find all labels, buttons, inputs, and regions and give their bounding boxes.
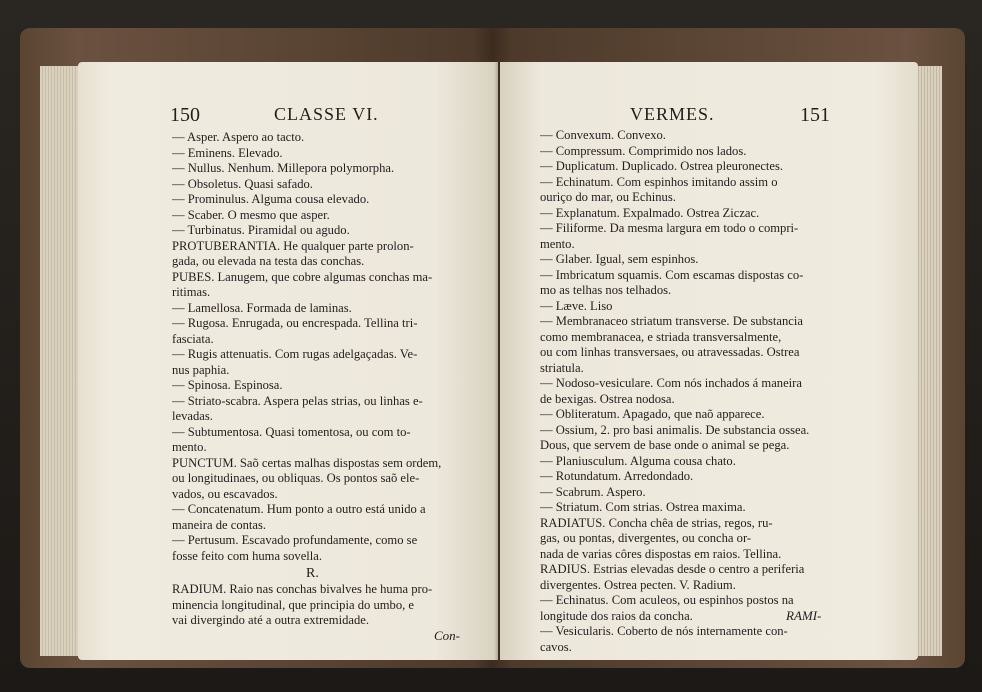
text-line: RADIATUS. Concha chêa de strias, regos, ru- — [540, 515, 773, 530]
section-letter: R. — [306, 566, 319, 581]
text-line: — Lamellosa. Formada de laminas. — [172, 300, 352, 315]
text-line: — Imbricatum squamis. Com escamas dispostas co- — [540, 267, 804, 282]
text-line: ritimas. — [172, 285, 211, 299]
text-line: PUNCTUM. Saõ certas malhas dispostas sem ordem, — [172, 455, 442, 470]
right-page-edges — [916, 66, 942, 656]
text-line: PROTUBERANTIA. He qualquer parte prolon- — [172, 238, 414, 253]
right-text-block — [540, 128, 809, 655]
text-line: — Vesicularis. Coberto de nós internamente con- — [540, 624, 788, 638]
text-line: ou com linhas transversaes, ou atravessadas. Ostrea — [540, 345, 800, 359]
text-line: vai divergindo até a outra extremidade. — [172, 613, 369, 627]
text-line: PUBES. Lanugem, que cobre algumas conchas ma- — [172, 269, 433, 284]
text-line: fasciata. — [172, 331, 214, 346]
text-line: fosse feito com huma sovella. — [172, 548, 323, 563]
text-line: — Membranaceo striatum transverse. De substancia — [540, 314, 803, 328]
text-line: striatula. — [540, 360, 584, 375]
left-text-block-after — [172, 582, 432, 629]
text-line: — Striatum. Com strias. Ostrea maxima. — [540, 500, 746, 514]
text-line: longitude dos raios da concha. — [540, 608, 693, 623]
text-line: — Subtumentosa. Quasi tomentosa, ou com to- — [172, 424, 411, 439]
text-line: — Ossium, 2. pro basi animalis. De substancia ossea. — [540, 422, 810, 437]
text-line: gas, ou pontas, divergentes, ou concha or- — [540, 531, 752, 545]
text-line: ou longitudinaes, ou obliquas. Os pontos saõ ele- — [172, 471, 420, 485]
left-page — [78, 62, 498, 660]
text-line: RADIUS. Estrias elevadas desde o centro a periferia — [540, 562, 805, 576]
text-line: mento. — [540, 236, 575, 251]
text-line: — Scabrum. Aspero. — [540, 484, 646, 499]
text-line: divergentes. Ostrea pecten. V. Radium. — [540, 577, 736, 592]
text-line: — Duplicatum. Duplicado. Ostrea pleuronectes. — [540, 159, 784, 173]
text-line: — Obsoletus. Quasi safado. — [172, 176, 313, 191]
text-line: — Rotundatum. Arredondado. — [540, 469, 694, 483]
text-line: RADIUM. Raio nas conchas bivalves he huma pro- — [172, 582, 433, 596]
text-line: — Echinatum. Com espinhos imitando assim o — [540, 174, 778, 189]
text-line: Dous, que servem de base onde o animal se pega. — [540, 438, 790, 452]
text-line: — Concatenatum. Hum ponto a outro está unido a — [172, 502, 426, 516]
text-line: — Scaber. O mesmo que asper. — [172, 207, 330, 222]
text-line: nus paphia. — [172, 362, 230, 377]
text-line: — Turbinatus. Piramidal ou agudo. — [172, 223, 350, 237]
text-line: vados, ou escavados. — [172, 486, 278, 501]
text-line: — Nullus. Nenhum. Millepora polymorpha. — [172, 161, 395, 175]
text-line: — Obliteratum. Apagado, que naõ apparece. — [540, 407, 765, 421]
text-line: mo as telhas nos telhados. — [540, 283, 672, 297]
text-line: nada de varias côres dispostas em raios. Tellina. — [540, 546, 782, 561]
text-line: maneira de contas. — [172, 517, 267, 532]
text-line: levadas. — [172, 409, 213, 423]
text-line: — Pertusum. Escavado profundamente, como se — [172, 533, 418, 547]
text-line: cavos. — [540, 639, 572, 654]
text-line: — Echinatus. Com aculeos, ou espinhos postos na — [540, 593, 794, 607]
text-line: — Glaber. Igual, sem espinhos. — [540, 252, 699, 266]
text-line: de bexigas. Ostrea nodosa. — [540, 391, 675, 406]
text-line: gada, ou elevada na testa das conchas. — [172, 254, 365, 268]
page-number: 151 — [800, 104, 830, 126]
text-line: — Nodoso-vesiculare. Com nós inchados á maneira — [540, 376, 802, 390]
running-head: VERMES. — [630, 104, 715, 124]
text-line: ouriço do mar, ou Echinus. — [540, 190, 676, 204]
text-line: — Convexum. Convexo. — [540, 128, 666, 142]
text-line: — Læve. Liso — [540, 298, 613, 313]
catchword: Con- — [434, 628, 460, 643]
text-line: como membranacea, e striada transversalmente, — [540, 329, 782, 344]
left-page-edges — [40, 66, 80, 656]
text-line: minencia longitudinal, que principia do umbo, e — [172, 597, 415, 612]
text-line: mento. — [172, 440, 207, 454]
catchword: RAMI- — [786, 608, 822, 623]
text-line: — Rugosa. Enrugada, ou encrespada. Tellina tri- — [172, 316, 418, 330]
text-line: — Compressum. Comprimido nos lados. — [540, 143, 747, 158]
text-line: — Rugis attenuatis. Com rugas adelgaçadas. Ve- — [172, 347, 418, 361]
text-line: — Planiusculum. Alguma cousa chato. — [540, 453, 736, 468]
text-line: — Eminens. Elevado. — [172, 145, 283, 160]
text-line: — Filiforme. Da mesma largura em todo o compri- — [540, 221, 799, 235]
running-head: CLASSE VI. — [274, 104, 379, 124]
text-line: — Asper. Aspero ao tacto. — [172, 130, 305, 144]
text-line: — Striato-scabra. Aspera pelas strias, ou linhas e- — [172, 393, 423, 408]
left-text-block — [172, 130, 441, 564]
text-line: — Spinosa. Espinosa. — [172, 378, 283, 392]
page-number: 150 — [170, 104, 200, 126]
right-page — [500, 62, 918, 660]
text-line: — Prominulus. Alguma cousa elevado. — [172, 192, 370, 206]
text-line: — Explanatum. Expalmado. Ostrea Ziczac. — [540, 205, 760, 220]
